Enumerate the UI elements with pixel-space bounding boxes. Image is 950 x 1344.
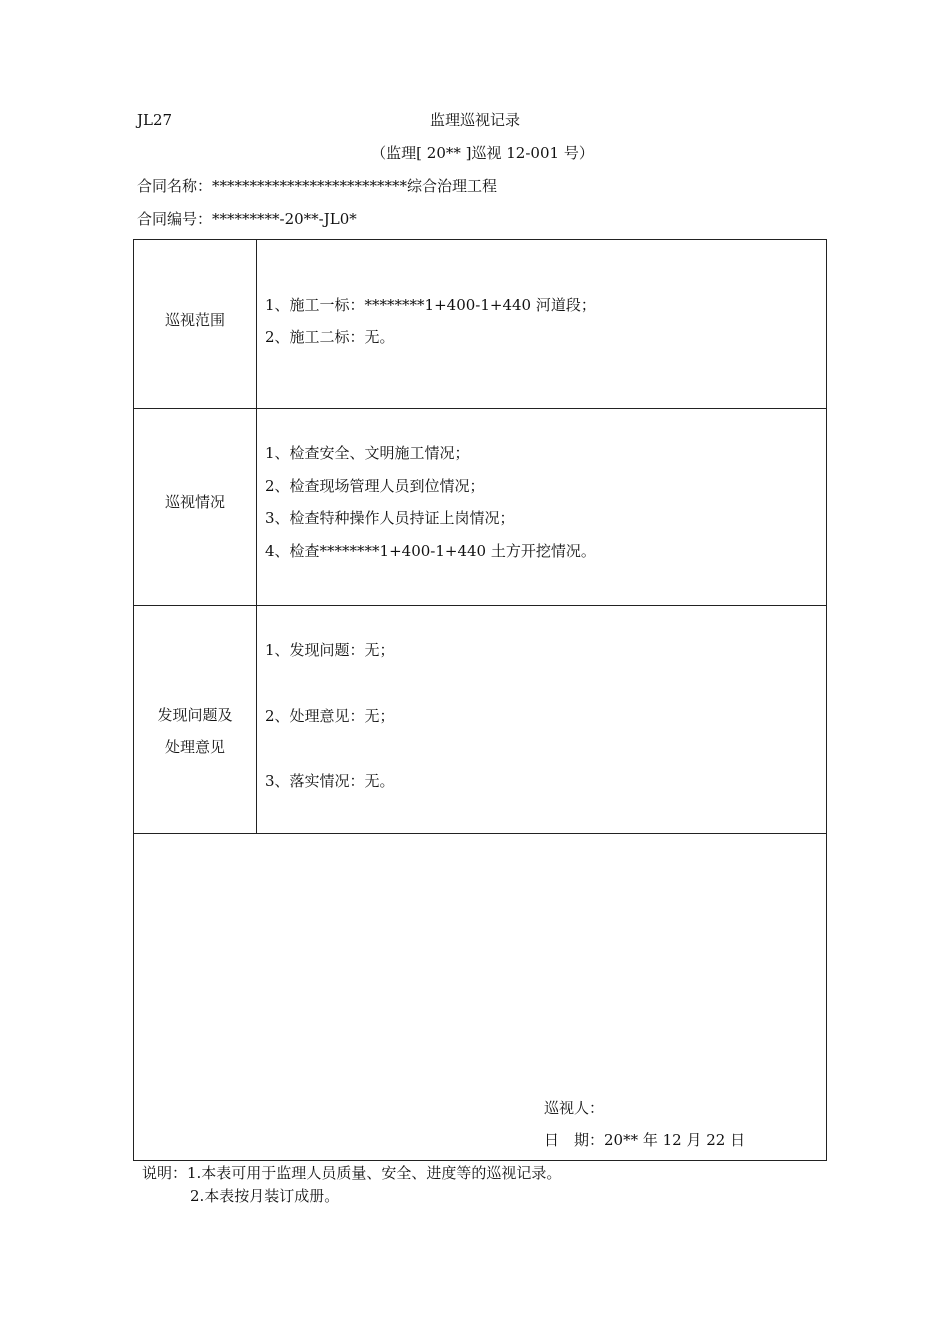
note-line-1: 说明：1.本表可用于监理人员质量、安全、进度等的巡视记录。 bbox=[142, 1164, 562, 1182]
situation-item: 3、检查特种操作人员持证上岗情况； bbox=[265, 509, 515, 527]
scope-item: 2、施工二标：无。 bbox=[265, 328, 395, 346]
issues-item: 2、处理意见：无； bbox=[265, 707, 395, 725]
row-divider bbox=[134, 605, 826, 606]
inspector-signature: 巡视人： bbox=[544, 1099, 605, 1117]
contract-number: 合同编号：*********-20**-JL0* bbox=[137, 210, 357, 228]
row-divider bbox=[134, 833, 826, 834]
issues-label-line1: 发现问题及 bbox=[157, 706, 233, 724]
issues-label-line2: 处理意见 bbox=[164, 738, 225, 756]
document-number: （监理[ 20** ]巡视 12-001 号） bbox=[371, 144, 594, 162]
inspection-table bbox=[133, 239, 827, 1161]
column-divider bbox=[256, 240, 257, 833]
row-divider bbox=[134, 408, 826, 409]
situation-item: 4、检查********1+400-1+440 土方开挖情况。 bbox=[265, 542, 596, 560]
situation-item: 1、检查安全、文明施工情况； bbox=[265, 444, 470, 462]
scope-label: 巡视范围 bbox=[164, 311, 225, 329]
issues-item: 1、发现问题：无； bbox=[265, 641, 395, 659]
note-line-2: 2.本表按月装订成册。 bbox=[190, 1187, 340, 1205]
inspection-date: 日 期：20** 年 12 月 22 日 bbox=[544, 1131, 746, 1149]
contract-name: 合同名称：**************************综合治理工程 bbox=[137, 177, 498, 195]
situation-item: 2、检查现场管理人员到位情况； bbox=[265, 477, 485, 495]
scope-item: 1、施工一标：********1+400-1+440 河道段； bbox=[265, 296, 596, 314]
form-code: JL27 bbox=[137, 111, 173, 129]
issues-item: 3、落实情况：无。 bbox=[265, 772, 395, 790]
page-title: 监理巡视记录 bbox=[429, 111, 520, 129]
situation-label: 巡视情况 bbox=[164, 493, 225, 511]
